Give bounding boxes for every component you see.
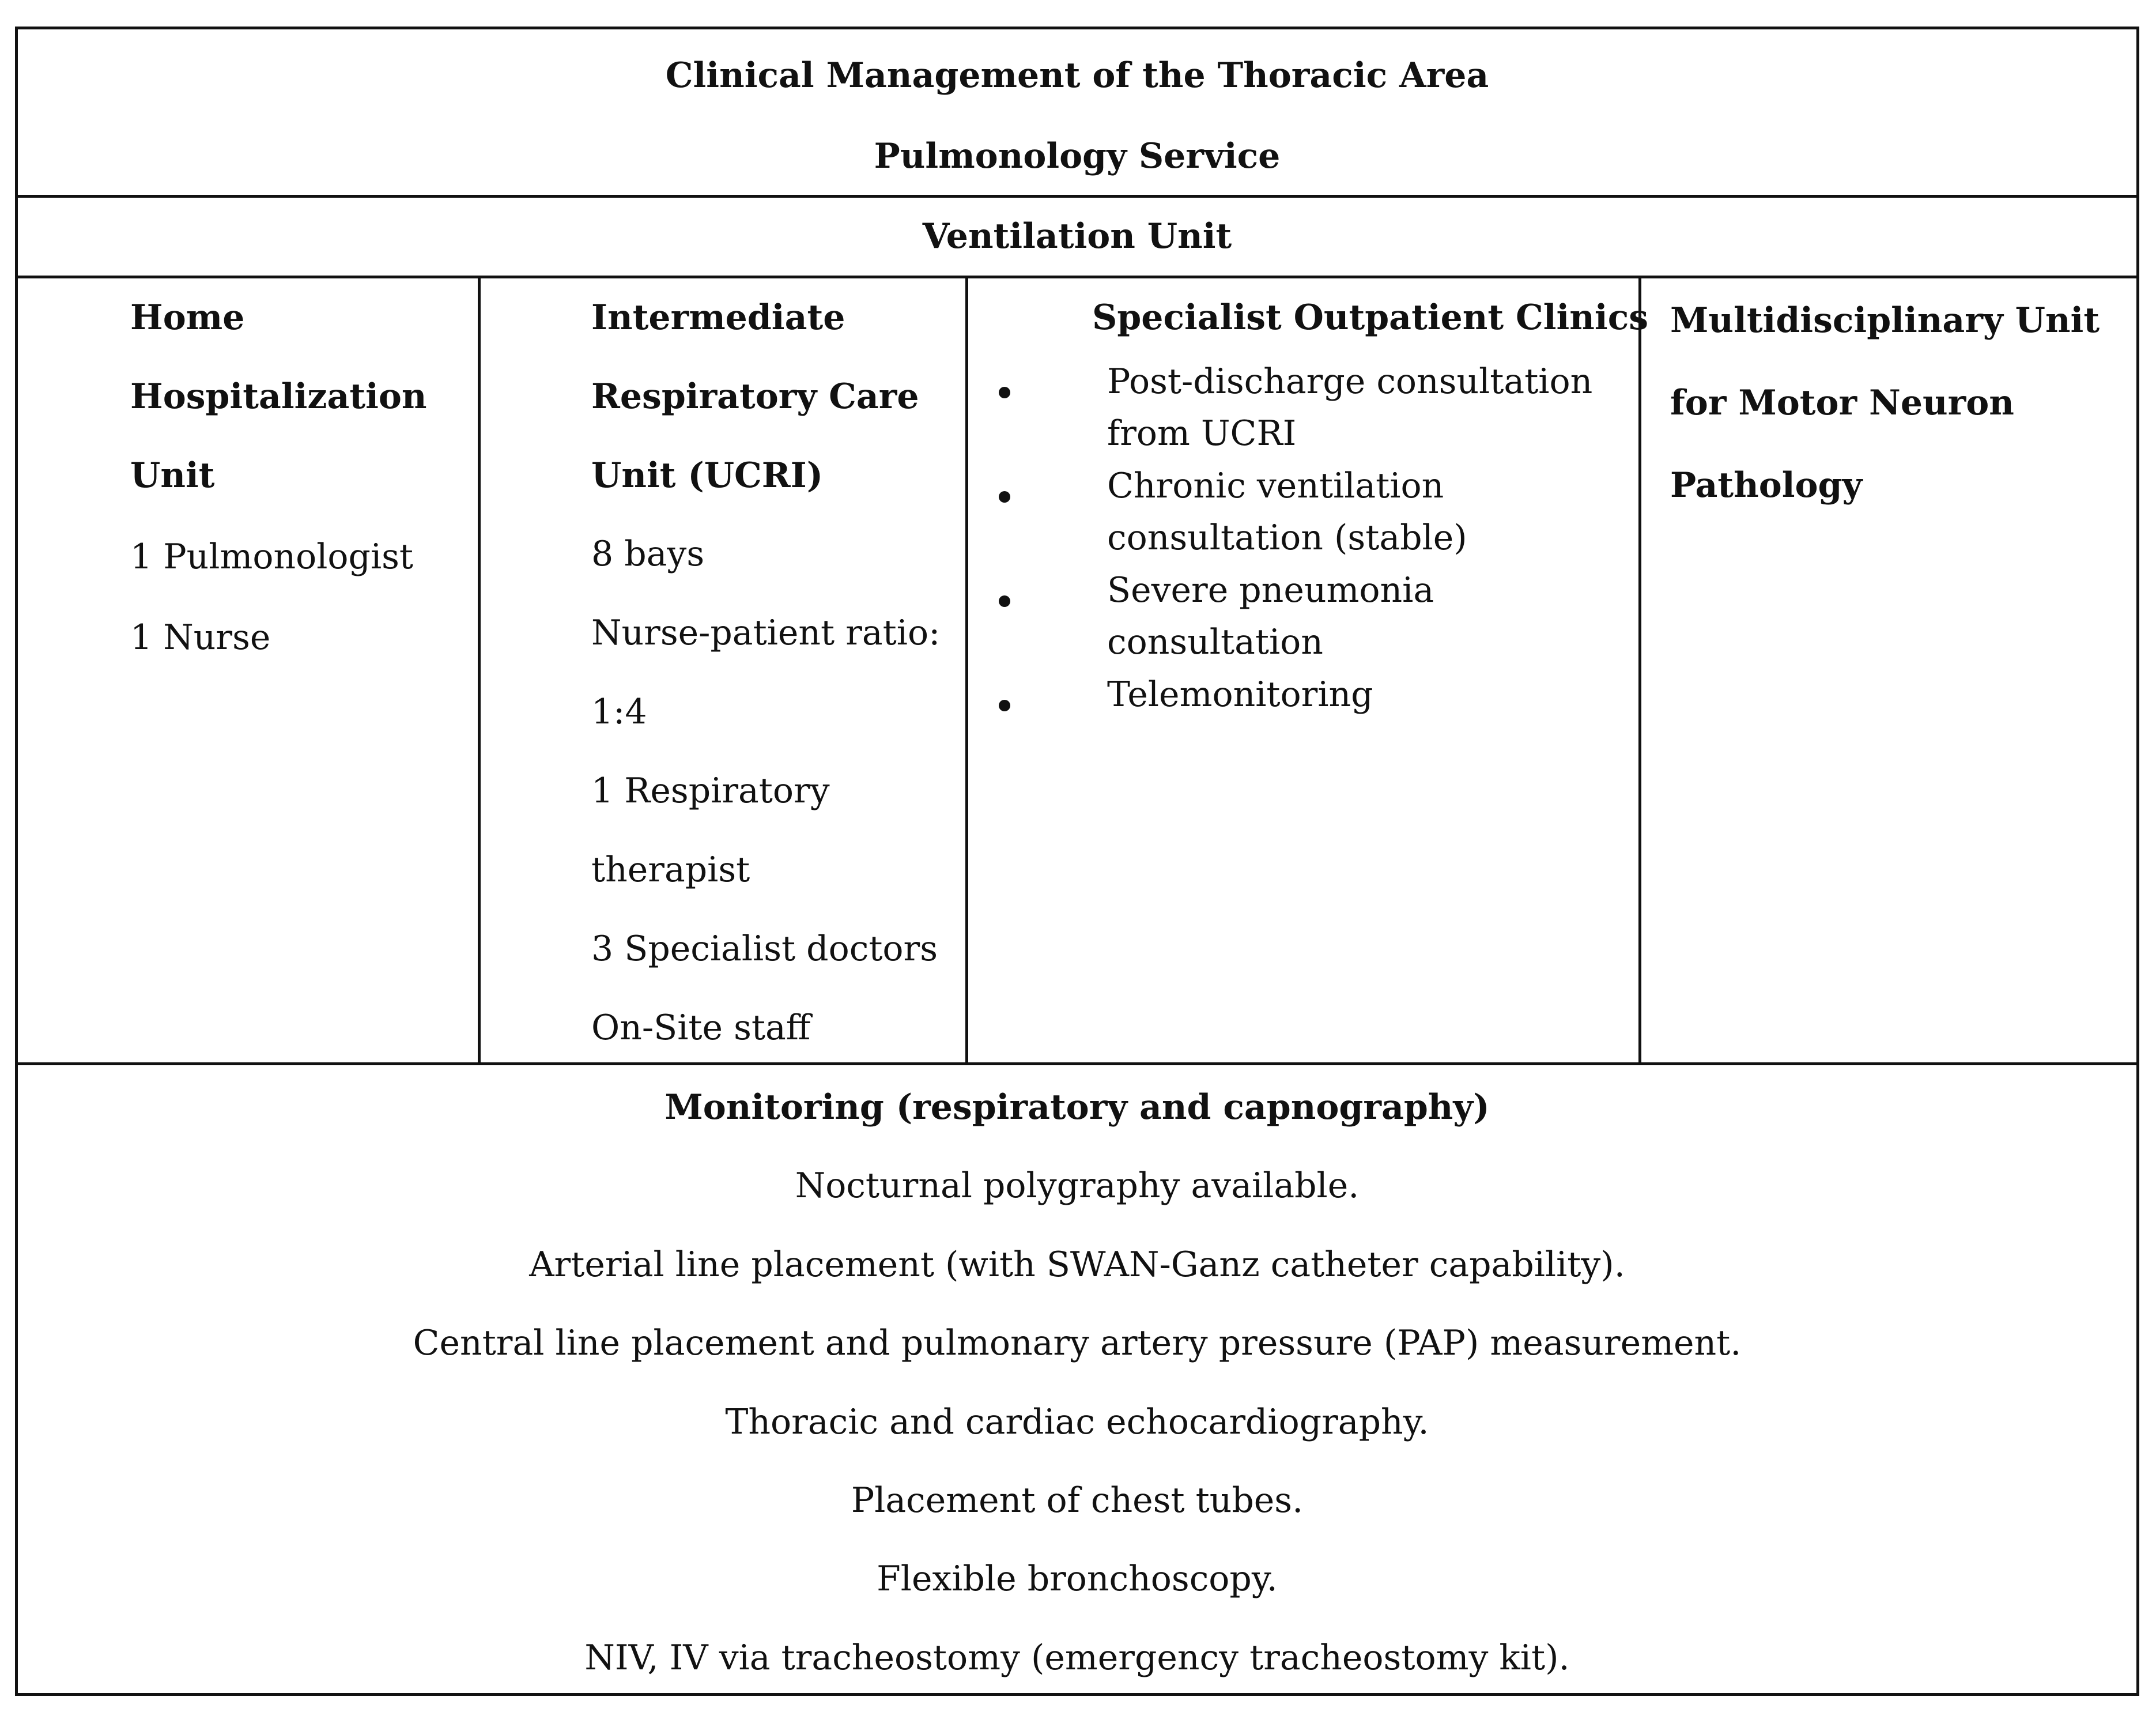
ucri-title-line: Unit (UCRI)	[591, 455, 824, 496]
outpatient-bullet-line: Telemonitoring	[1107, 674, 1373, 715]
motor-title-line: Multidisciplinary Unit	[1670, 300, 2100, 341]
bullet-icon	[999, 595, 1010, 607]
outpatient-bullet-line: consultation (stable)	[1107, 518, 1467, 558]
ucri-item: On-Site staff	[591, 1008, 811, 1048]
ucri-item: 1:4	[591, 692, 647, 732]
home-title-line: Home	[130, 297, 245, 338]
unit-name: Ventilation Unit	[922, 216, 1232, 257]
outpatient-bullet-line: from UCRI	[1107, 413, 1297, 454]
outpatient-bullet-line: consultation	[1107, 622, 1323, 662]
ucri-item: 8 bays	[591, 534, 705, 574]
monitoring-item: Nocturnal polygraphy available.	[795, 1166, 1360, 1206]
outpatient-bullet-line: Chronic ventilation	[1107, 466, 1444, 506]
ucri-item: 3 Specialist doctors	[591, 929, 938, 969]
ucri-item: Nurse-patient ratio:	[591, 613, 941, 653]
monitoring-item: Central line placement and pulmonary artery pressure (PAP) measurement.	[413, 1323, 1742, 1363]
divider-after-service	[18, 195, 2136, 198]
ucri-title-line: Intermediate	[591, 297, 845, 338]
outpatient-title: Specialist Outpatient Clinics	[1092, 297, 1649, 338]
outpatient-bullet-line: Post-discharge consultation	[1107, 361, 1593, 402]
table-title: Clinical Management of the Thoracic Area	[665, 55, 1489, 96]
motor-title-line: for Motor Neuron	[1670, 383, 2014, 423]
home-staff-item: 1 Pulmonologist	[130, 537, 414, 577]
home-title-line: Unit	[130, 455, 215, 496]
monitoring-item: Thoracic and cardiac echocardiography.	[725, 1402, 1429, 1442]
bullet-icon	[999, 700, 1010, 711]
services-table	[15, 27, 2139, 1696]
motor-title-line: Pathology	[1670, 465, 1863, 506]
monitoring-item: Placement of chest tubes.	[851, 1480, 1304, 1521]
column-divider-3	[1638, 277, 1641, 1064]
monitoring-title: Monitoring (respiratory and capnography)	[664, 1087, 1490, 1127]
divider-after-unit	[18, 276, 2136, 278]
home-staff-item: 1 Nurse	[130, 617, 271, 658]
bullet-icon	[999, 387, 1010, 398]
monitoring-item: Flexible bronchoscopy.	[877, 1559, 1278, 1599]
home-title-line: Hospitalization	[130, 376, 427, 417]
ucri-title-line: Respiratory Care	[591, 376, 919, 417]
ucri-item: therapist	[591, 850, 750, 890]
monitoring-item: Arterial line placement (with SWAN-Ganz catheter capability).	[529, 1245, 1625, 1285]
monitoring-item: NIV, IV via tracheostomy (emergency tracheostomy kit).	[584, 1638, 1570, 1678]
outpatient-bullet-line: Severe pneumonia	[1107, 570, 1434, 610]
divider-before-monitoring	[18, 1062, 2136, 1065]
service-name: Pulmonology Service	[874, 136, 1281, 176]
column-divider-1	[478, 277, 481, 1064]
ucri-item: 1 Respiratory	[591, 771, 830, 811]
bullet-icon	[999, 491, 1010, 503]
column-divider-2	[965, 277, 968, 1064]
